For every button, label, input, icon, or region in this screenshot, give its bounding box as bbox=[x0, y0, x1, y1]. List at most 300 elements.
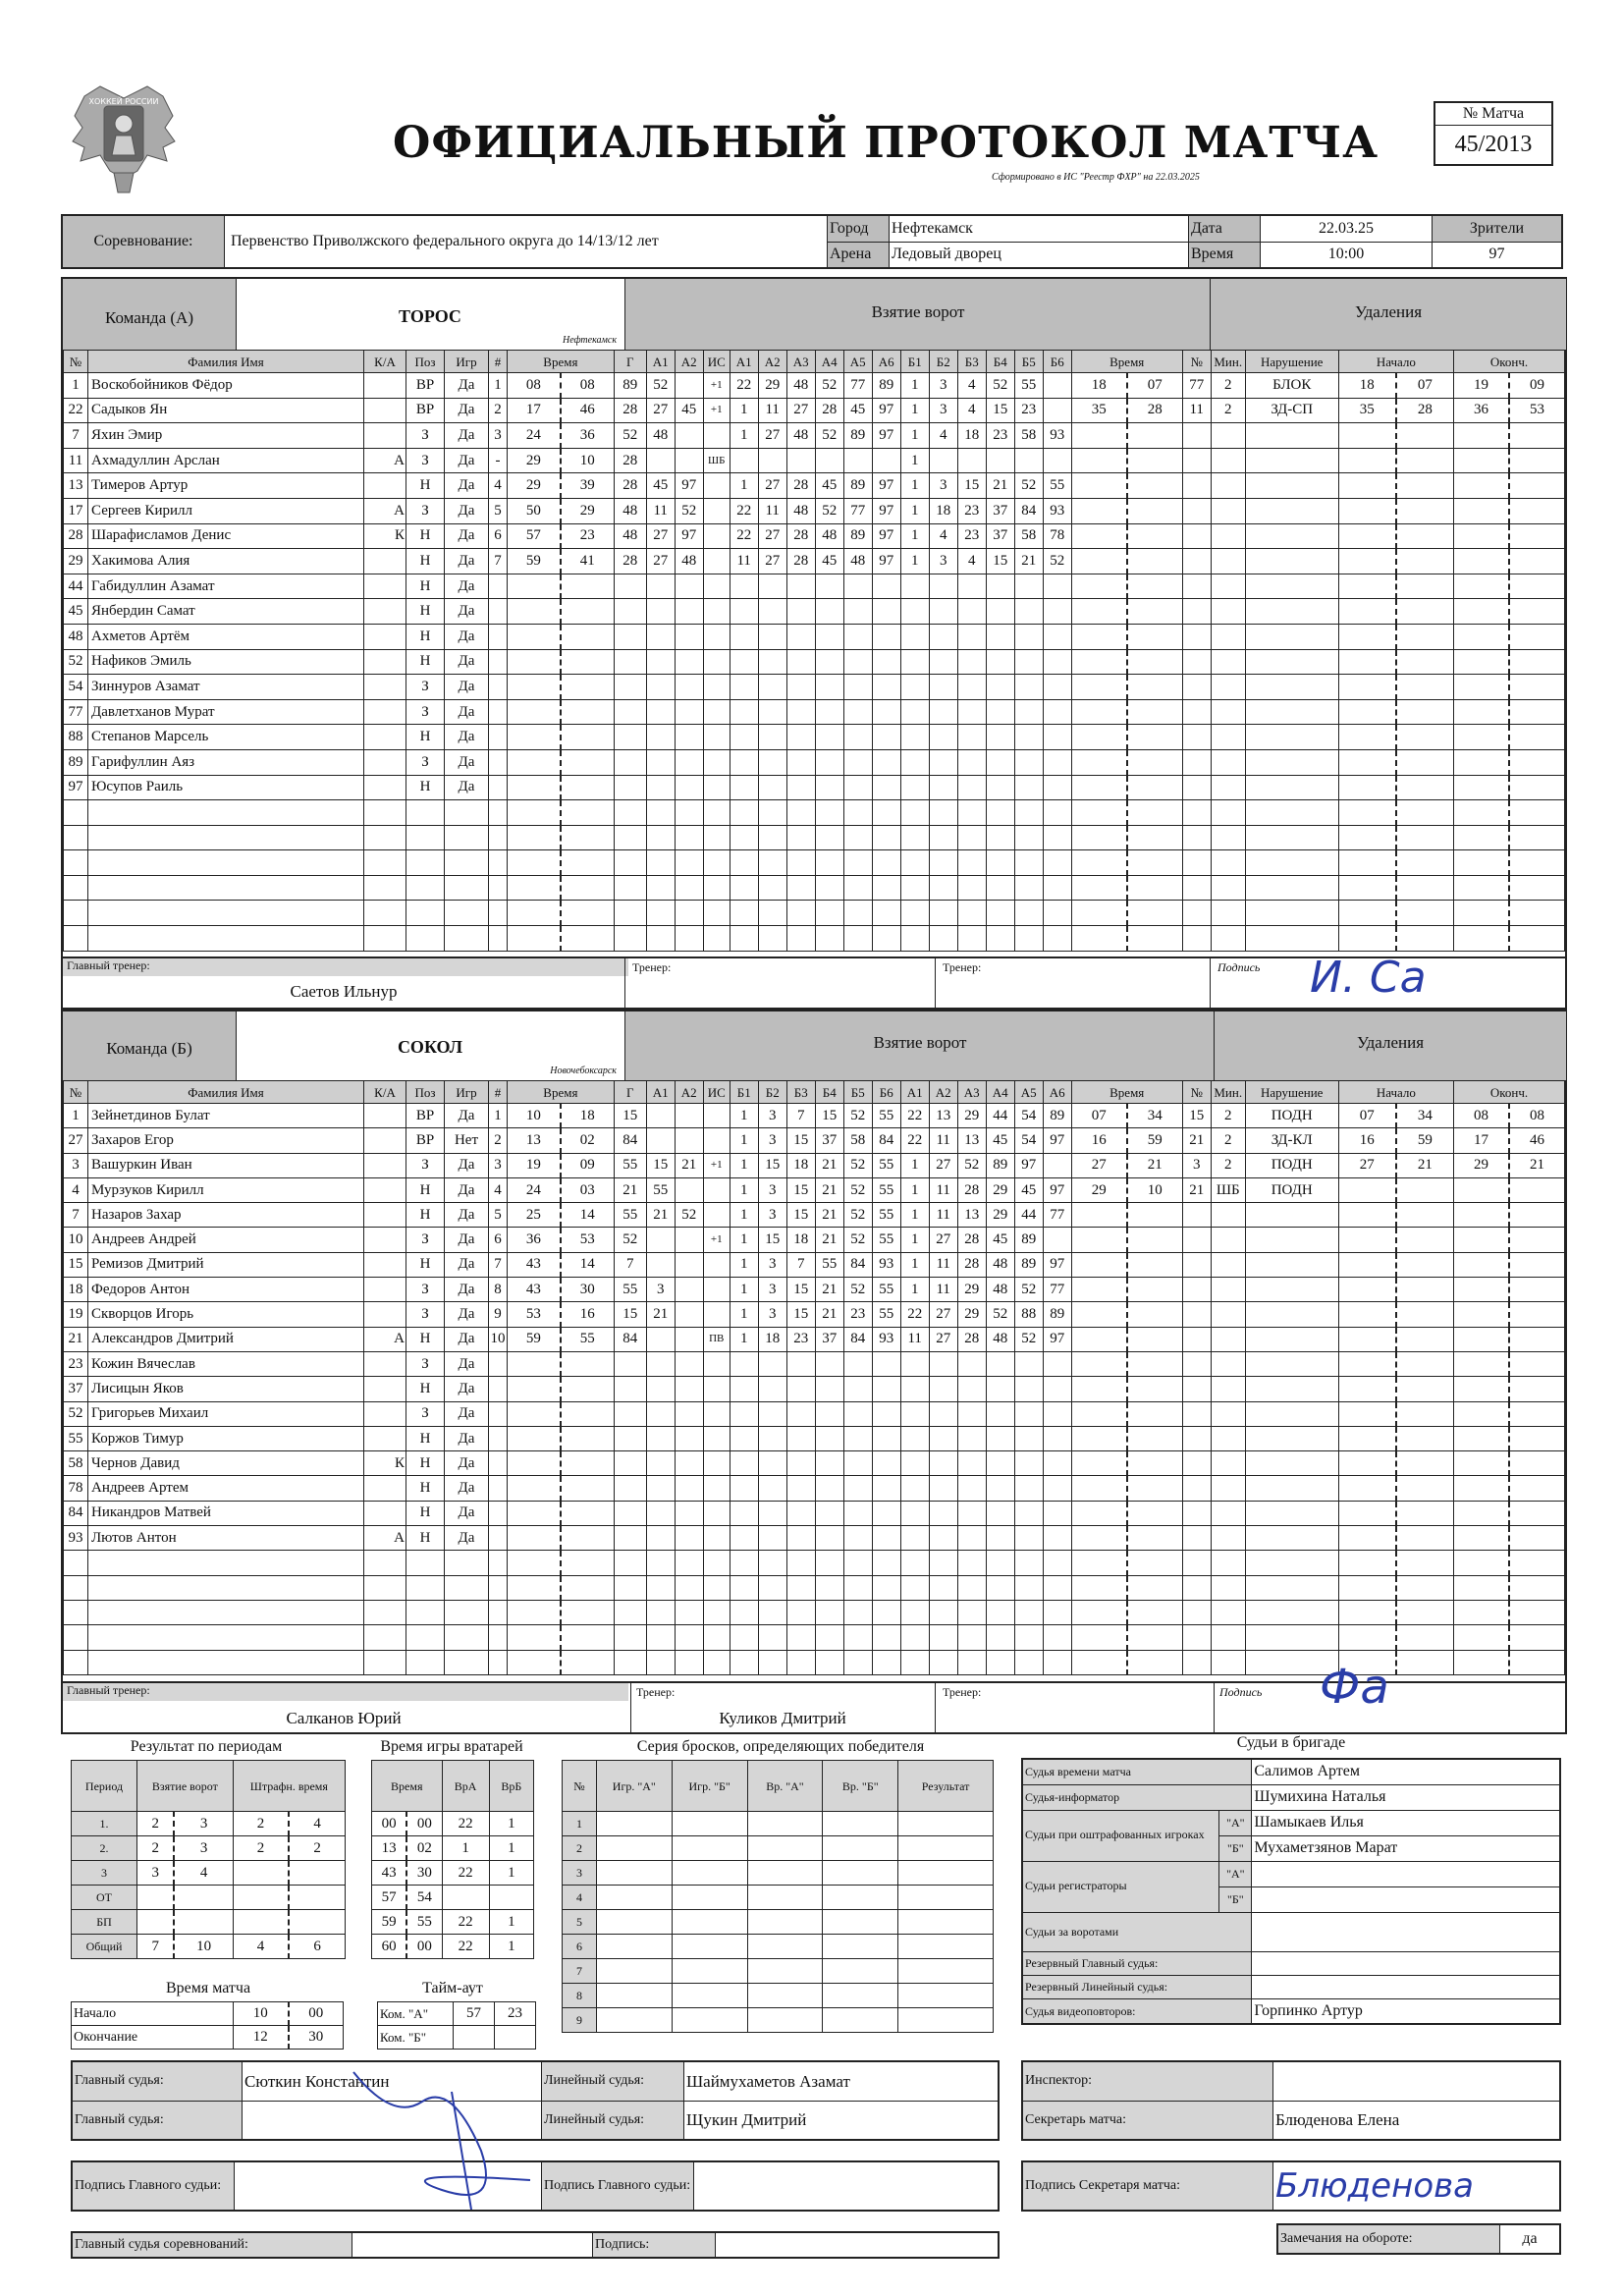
pen-time-m bbox=[1071, 624, 1127, 649]
pen-end-m bbox=[1453, 1526, 1509, 1551]
shootout-cell bbox=[747, 1836, 823, 1861]
goal-cell bbox=[703, 1551, 730, 1575]
period-row bbox=[72, 1910, 346, 1935]
secretary: Блюденова Елена bbox=[1273, 2101, 1561, 2140]
team-b-goal-col-header: А5 bbox=[1014, 1081, 1043, 1104]
goal-cell: 29 bbox=[758, 373, 786, 399]
shootout-cell bbox=[898, 1984, 994, 2008]
competition-label: Соревнование: bbox=[62, 215, 225, 268]
pen-violation bbox=[1245, 1252, 1338, 1277]
goal-cell bbox=[703, 1625, 730, 1650]
goal-cell: 52 bbox=[815, 423, 843, 449]
sign-label: Подпись: bbox=[593, 2232, 716, 2258]
goal-cell bbox=[508, 1426, 561, 1450]
goal-cell: - bbox=[489, 448, 508, 473]
pen-minutes: 2 bbox=[1211, 398, 1245, 423]
goal-cell: 27 bbox=[646, 549, 675, 574]
goal-cell bbox=[872, 699, 900, 725]
goal-cell: 59 bbox=[508, 549, 561, 574]
pen-a: 4 bbox=[233, 1935, 289, 1959]
goal-cell bbox=[489, 1600, 508, 1624]
goal-cell: 46 bbox=[561, 398, 614, 423]
date: 22.03.25 bbox=[1261, 215, 1433, 242]
goal-cell: 15 bbox=[986, 398, 1014, 423]
pen-end-m: 08 bbox=[1453, 1104, 1509, 1128]
goal-cell bbox=[703, 599, 730, 625]
goal-cell bbox=[900, 901, 929, 926]
goal-cell bbox=[675, 1401, 703, 1426]
goal-cell bbox=[675, 574, 703, 599]
player-position bbox=[406, 1575, 445, 1600]
inspector bbox=[1273, 2061, 1561, 2101]
goal-cell: 77 bbox=[1043, 1203, 1071, 1228]
goal-cell: 11 bbox=[758, 498, 786, 523]
goal-cell bbox=[900, 1426, 929, 1450]
goal-cell bbox=[815, 749, 843, 775]
team-b-pen-col-header: Оконч. bbox=[1453, 1081, 1564, 1104]
pen-time-m: 07 bbox=[1071, 1104, 1127, 1128]
team-b-player-row bbox=[64, 1327, 1565, 1351]
goal-cell bbox=[489, 599, 508, 625]
player-role bbox=[364, 901, 406, 926]
pen-violation: ЗД-КЛ bbox=[1245, 1128, 1338, 1153]
goal-cell: 29 bbox=[957, 1104, 986, 1128]
player-number bbox=[64, 1625, 88, 1650]
goal-cell bbox=[786, 448, 815, 473]
goal-cell bbox=[489, 1377, 508, 1401]
player-number: 19 bbox=[64, 1302, 88, 1327]
goal-cell bbox=[508, 1650, 561, 1674]
goal-cell: 3 bbox=[758, 1104, 786, 1128]
pen-minutes: ШБ bbox=[1211, 1177, 1245, 1202]
period-name: ОТ bbox=[72, 1886, 137, 1910]
pen-start-m bbox=[1338, 1526, 1396, 1551]
goal-cell: 6 bbox=[489, 1228, 508, 1252]
goal-cell: 3 bbox=[489, 1153, 508, 1177]
player-position: Н bbox=[406, 775, 445, 800]
goal-cell bbox=[561, 1526, 614, 1551]
goal-cell bbox=[489, 749, 508, 775]
goal-cell: 97 bbox=[872, 523, 900, 549]
pen-start-s bbox=[1396, 498, 1454, 523]
goal-cell: 23 bbox=[1014, 398, 1043, 423]
goal-cell bbox=[614, 926, 646, 952]
goals-a: 2 bbox=[137, 1836, 175, 1861]
goal-cell bbox=[900, 725, 929, 750]
team-a-col-header: К/А bbox=[364, 351, 406, 373]
goal-cell: 4 bbox=[957, 398, 986, 423]
goal-cell bbox=[703, 1426, 730, 1450]
team-a-player-row bbox=[64, 749, 1565, 775]
goal-cell: 3 bbox=[758, 1302, 786, 1327]
pen-time-s bbox=[1127, 498, 1183, 523]
goal-cell bbox=[646, 1650, 675, 1674]
goal-cell bbox=[986, 649, 1014, 675]
player-role bbox=[364, 649, 406, 675]
goal-cell bbox=[1014, 649, 1043, 675]
pen-start-s bbox=[1396, 1501, 1454, 1525]
pen-time-s bbox=[1127, 1351, 1183, 1376]
pen-b bbox=[289, 1886, 345, 1910]
player-role bbox=[364, 825, 406, 850]
pen-start-s bbox=[1396, 1625, 1454, 1650]
player-number bbox=[64, 875, 88, 901]
pen-violation bbox=[1245, 1526, 1338, 1551]
pen-player bbox=[1182, 775, 1211, 800]
pen-minutes bbox=[1211, 1451, 1245, 1476]
player-position: Н bbox=[406, 624, 445, 649]
player-name bbox=[88, 1650, 364, 1674]
goal-cell bbox=[1014, 775, 1043, 800]
player-role bbox=[364, 675, 406, 700]
pen-time-s bbox=[1127, 926, 1183, 952]
goal-cell bbox=[986, 1476, 1014, 1501]
player-position: З bbox=[406, 423, 445, 449]
pen-minutes bbox=[1211, 875, 1245, 901]
pen-minutes bbox=[1211, 448, 1245, 473]
goalie-min: 57 bbox=[372, 1886, 407, 1910]
goal-cell bbox=[508, 599, 561, 625]
goal-cell bbox=[508, 725, 561, 750]
goal-cell: 41 bbox=[561, 549, 614, 574]
player-number: 48 bbox=[64, 624, 88, 649]
page-title: ОФИЦИАЛЬНЫЙ ПРОТОКОЛ МАТЧА bbox=[393, 118, 1380, 168]
player-position: ВР bbox=[406, 373, 445, 399]
goal-cell: 52 bbox=[815, 498, 843, 523]
team-a-player-row bbox=[64, 699, 1565, 725]
city: Нефтекамск bbox=[890, 215, 1189, 242]
goal-cell: 97 bbox=[1043, 1177, 1071, 1202]
goal-cell bbox=[929, 599, 957, 625]
goal-cell bbox=[675, 373, 703, 399]
pen-a: 2 bbox=[233, 1812, 289, 1836]
goal-cell: 55 bbox=[614, 1278, 646, 1302]
goal-cell bbox=[1043, 624, 1071, 649]
pen-player bbox=[1182, 1426, 1211, 1450]
goal-cell: 48 bbox=[815, 523, 843, 549]
goal-cell bbox=[815, 1377, 843, 1401]
team-b-player-row bbox=[64, 1203, 1565, 1228]
team-b-player-row bbox=[64, 1501, 1565, 1525]
goal-cell bbox=[815, 725, 843, 750]
player-number: 77 bbox=[64, 699, 88, 725]
pen-start-m: 27 bbox=[1338, 1153, 1396, 1177]
pen-minutes bbox=[1211, 1252, 1245, 1277]
pen-time-m bbox=[1071, 800, 1127, 826]
pen-player bbox=[1182, 725, 1211, 750]
goal-cell bbox=[872, 1501, 900, 1525]
goal-cell bbox=[929, 1501, 957, 1525]
goal-cell bbox=[957, 599, 986, 625]
player-name: Лютов Антон bbox=[88, 1526, 364, 1551]
pen-time-s bbox=[1127, 1377, 1183, 1401]
player-name: Янбердин Самат bbox=[88, 599, 364, 625]
player-played: Нет bbox=[445, 1128, 489, 1153]
pen-end-m bbox=[1453, 1476, 1509, 1501]
goal-cell bbox=[561, 875, 614, 901]
player-position bbox=[406, 875, 445, 901]
periods-col-goals: Взятие ворот bbox=[137, 1761, 234, 1812]
team-b-col-header: Игр bbox=[445, 1081, 489, 1104]
pen-minutes bbox=[1211, 1501, 1245, 1525]
goal-cell bbox=[1014, 1377, 1043, 1401]
player-played bbox=[445, 1600, 489, 1624]
goal-cell bbox=[675, 699, 703, 725]
goal-cell bbox=[957, 574, 986, 599]
goal-cell: 97 bbox=[872, 549, 900, 574]
player-position: Н bbox=[406, 599, 445, 625]
goal-cell bbox=[843, 901, 872, 926]
pen-violation bbox=[1245, 875, 1338, 901]
goal-cell: +1 bbox=[703, 398, 730, 423]
pen-time-s bbox=[1127, 1203, 1183, 1228]
pen-start-s bbox=[1396, 574, 1454, 599]
pen-player: 11 bbox=[1182, 398, 1211, 423]
player-number bbox=[64, 1575, 88, 1600]
goal-cell: 97 bbox=[1043, 1327, 1071, 1351]
pen-end-s bbox=[1509, 1501, 1565, 1525]
goal-cell bbox=[758, 1476, 786, 1501]
team-b-pen-col-header: Мин. bbox=[1211, 1081, 1245, 1104]
player-name: Хакимова Алия bbox=[88, 549, 364, 574]
goal-cell bbox=[1014, 1575, 1043, 1600]
goals-a: 3 bbox=[137, 1861, 175, 1886]
goal-cell: 23 bbox=[786, 1327, 815, 1351]
goal-cell bbox=[675, 1177, 703, 1202]
player-role bbox=[364, 549, 406, 574]
referee-name bbox=[1252, 1951, 1560, 1975]
goal-cell: 13 bbox=[957, 1128, 986, 1153]
pen-violation: БЛОК bbox=[1245, 373, 1338, 399]
shootout-title: Серия бросков, определяющих победителя bbox=[636, 1738, 925, 1755]
player-role bbox=[364, 624, 406, 649]
player-name: Габидуллин Азамат bbox=[88, 574, 364, 599]
shootout-col-header: № bbox=[563, 1761, 597, 1812]
pen-start-s: 34 bbox=[1396, 1104, 1454, 1128]
shootout-header-row bbox=[563, 1761, 994, 1812]
goal-cell bbox=[786, 800, 815, 826]
team-b-signature-label: Подпись bbox=[1219, 1685, 1263, 1699]
pen-start-s bbox=[1396, 649, 1454, 675]
player-name bbox=[88, 1600, 364, 1624]
goal-cell: 44 bbox=[1014, 1203, 1043, 1228]
goal-cell bbox=[508, 926, 561, 952]
player-position: З bbox=[406, 1153, 445, 1177]
goal-cell: 03 bbox=[561, 1177, 614, 1202]
goal-cell bbox=[815, 1351, 843, 1376]
pen-start-s bbox=[1396, 1278, 1454, 1302]
pen-start-m bbox=[1338, 423, 1396, 449]
goal-cell bbox=[703, 1476, 730, 1501]
team-b-goal-col-header: А2 bbox=[675, 1081, 703, 1104]
goal-cell bbox=[508, 825, 561, 850]
timeout-a-s: 23 bbox=[495, 2002, 536, 2026]
federation-logo bbox=[61, 77, 187, 204]
pen-time-m bbox=[1071, 1377, 1127, 1401]
goal-cell: 2 bbox=[489, 398, 508, 423]
goal-cell: 4 bbox=[957, 373, 986, 399]
team-b-pen-col-header: Нарушение bbox=[1245, 1081, 1338, 1104]
pen-end-m bbox=[1453, 1377, 1509, 1401]
goal-cell: 77 bbox=[843, 373, 872, 399]
goal-cell bbox=[675, 1278, 703, 1302]
shootout-row bbox=[563, 2008, 994, 2033]
pen-time-s bbox=[1127, 675, 1183, 700]
goalie-header-row bbox=[372, 1761, 534, 1812]
goal-cell bbox=[815, 825, 843, 850]
pen-start-s: 28 bbox=[1396, 398, 1454, 423]
player-played: Да bbox=[445, 1501, 489, 1525]
notes-label: Замечания на обороте: bbox=[1277, 2224, 1500, 2254]
match-end-label: Окончание bbox=[72, 2026, 234, 2050]
period-name: 2. bbox=[72, 1836, 137, 1861]
team-a-goal-col-header: Время bbox=[508, 351, 615, 373]
goal-cell: 93 bbox=[1043, 498, 1071, 523]
goal-cell bbox=[675, 1451, 703, 1476]
goal-cell bbox=[786, 1551, 815, 1575]
pen-time-s bbox=[1127, 1426, 1183, 1450]
goal-cell bbox=[1043, 1228, 1071, 1252]
pen-time-s bbox=[1127, 1551, 1183, 1575]
goal-cell bbox=[508, 574, 561, 599]
timeout-table bbox=[377, 2001, 536, 2050]
pen-start-m bbox=[1338, 1327, 1396, 1351]
team-b-col-header: № bbox=[64, 1081, 88, 1104]
goal-cell bbox=[646, 675, 675, 700]
goal-cell bbox=[929, 1551, 957, 1575]
goal-cell bbox=[646, 775, 675, 800]
pen-start-m bbox=[1338, 699, 1396, 725]
goal-cell: 53 bbox=[561, 1228, 614, 1252]
goal-cell: 1 bbox=[730, 1252, 758, 1277]
goal-cell bbox=[730, 850, 758, 876]
goal-cell bbox=[815, 649, 843, 675]
goal-cell bbox=[900, 1501, 929, 1525]
goal-cell bbox=[815, 699, 843, 725]
pen-end-s bbox=[1509, 448, 1565, 473]
goal-cell bbox=[675, 1476, 703, 1501]
goal-cell: 52 bbox=[614, 1228, 646, 1252]
shootout-cell bbox=[823, 1910, 898, 1935]
goal-cell bbox=[614, 850, 646, 876]
pen-time-s bbox=[1127, 1600, 1183, 1624]
goal-cell bbox=[900, 850, 929, 876]
team-a-coach-label: Тренер: bbox=[632, 960, 672, 974]
goal-cell bbox=[561, 1401, 614, 1426]
player-number: 4 bbox=[64, 1177, 88, 1202]
pen-time-m bbox=[1071, 1476, 1127, 1501]
goal-cell bbox=[758, 649, 786, 675]
goal-cell: 4 bbox=[957, 549, 986, 574]
goal-cell bbox=[1043, 1551, 1071, 1575]
goal-cell: 4 bbox=[929, 523, 957, 549]
goal-cell bbox=[646, 1451, 675, 1476]
goal-cell bbox=[843, 624, 872, 649]
pen-violation: ПОДН bbox=[1245, 1153, 1338, 1177]
pen-end-s bbox=[1509, 423, 1565, 449]
pen-a bbox=[233, 1861, 289, 1886]
pen-player bbox=[1182, 875, 1211, 901]
linesman1-label: Линейный судья: bbox=[542, 2061, 684, 2101]
pen-start-s bbox=[1396, 448, 1454, 473]
pen-time-s bbox=[1127, 523, 1183, 549]
goalie-col-time: Время bbox=[372, 1761, 443, 1812]
goal-cell bbox=[900, 574, 929, 599]
player-name bbox=[88, 850, 364, 876]
goal-cell: 78 bbox=[1043, 523, 1071, 549]
goal-cell bbox=[675, 749, 703, 775]
goal-cell: 11 bbox=[929, 1278, 957, 1302]
goal-cell bbox=[758, 800, 786, 826]
pen-start-s bbox=[1396, 749, 1454, 775]
pen-start-s: 07 bbox=[1396, 373, 1454, 399]
goal-cell bbox=[675, 850, 703, 876]
pen-start-s: 21 bbox=[1396, 1153, 1454, 1177]
goal-cell: 52 bbox=[1014, 1278, 1043, 1302]
pen-start-m: 18 bbox=[1338, 373, 1396, 399]
player-position bbox=[406, 1600, 445, 1624]
player-role bbox=[364, 725, 406, 750]
pen-end-s bbox=[1509, 749, 1565, 775]
pen-minutes bbox=[1211, 599, 1245, 625]
team-a-goal-col-header: Г bbox=[614, 351, 646, 373]
goal-cell: 28 bbox=[614, 448, 646, 473]
goal-cell bbox=[675, 1501, 703, 1525]
goal-cell: 15 bbox=[786, 1203, 815, 1228]
sign-secr-label: Подпись Секретаря матча: bbox=[1022, 2161, 1273, 2211]
goal-cell bbox=[872, 649, 900, 675]
goal-cell: 15 bbox=[646, 1153, 675, 1177]
goal-cell: 57 bbox=[508, 523, 561, 549]
team-a-player-row bbox=[64, 448, 1565, 473]
pen-player bbox=[1182, 1401, 1211, 1426]
team-b-goal-col-header: Б6 bbox=[872, 1081, 900, 1104]
shootout-number: 6 bbox=[563, 1935, 597, 1959]
goal-cell bbox=[730, 699, 758, 725]
player-played: Да bbox=[445, 1203, 489, 1228]
goal-cell bbox=[786, 1351, 815, 1376]
shootout-col-header: Результат bbox=[898, 1761, 994, 1812]
goal-cell bbox=[1043, 1351, 1071, 1376]
player-position: З bbox=[406, 1401, 445, 1426]
goal-cell: 2 bbox=[489, 1128, 508, 1153]
pen-end-m bbox=[1453, 699, 1509, 725]
goal-cell bbox=[1043, 574, 1071, 599]
goal-cell bbox=[957, 1476, 986, 1501]
goal-cell bbox=[872, 599, 900, 625]
goal-cell bbox=[872, 1476, 900, 1501]
goal-cell bbox=[508, 850, 561, 876]
goal-cell bbox=[703, 523, 730, 549]
goal-cell bbox=[489, 825, 508, 850]
goal-cell bbox=[703, 825, 730, 850]
player-name: Кожин Вячеслав bbox=[88, 1351, 364, 1376]
goals-a bbox=[137, 1910, 175, 1935]
goal-cell bbox=[561, 850, 614, 876]
goal-cell: 55 bbox=[1043, 473, 1071, 499]
goal-cell bbox=[986, 1426, 1014, 1450]
goal-cell: 39 bbox=[561, 473, 614, 499]
pen-minutes bbox=[1211, 850, 1245, 876]
goal-cell: 23 bbox=[957, 498, 986, 523]
pen-time-m bbox=[1071, 1252, 1127, 1277]
pen-time-m bbox=[1071, 423, 1127, 449]
shootout-number: 4 bbox=[563, 1886, 597, 1910]
goal-cell bbox=[986, 574, 1014, 599]
goal-cell bbox=[900, 599, 929, 625]
goal-cell bbox=[675, 1228, 703, 1252]
pen-time-m bbox=[1071, 523, 1127, 549]
